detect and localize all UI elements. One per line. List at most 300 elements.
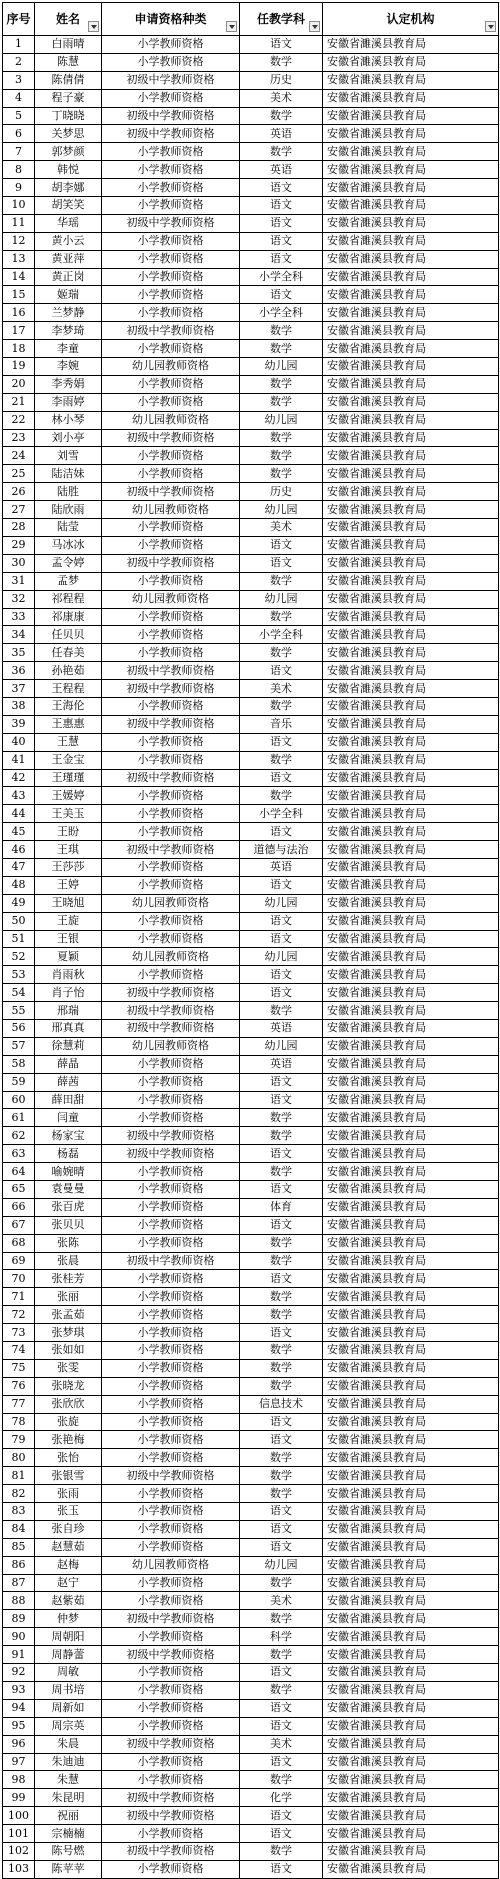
cell-institution[interactable]: 安徽省濉溪县教育局 (323, 1860, 499, 1878)
cell-name[interactable]: 王莎莎 (35, 858, 102, 876)
cell-subject[interactable]: 化学 (240, 1789, 323, 1807)
cell-serial-no[interactable]: 91 (3, 1646, 35, 1664)
cell-institution[interactable]: 安徽省濉溪县教育局 (323, 876, 499, 894)
cell-name[interactable]: 周敏 (35, 1664, 102, 1682)
cell-subject[interactable]: 语文 (240, 769, 323, 787)
cell-institution[interactable]: 安徽省濉溪县教育局 (323, 626, 499, 644)
cell-name[interactable]: 宗楠楠 (35, 1825, 102, 1843)
cell-qualification-type[interactable]: 小学教师资格 (102, 1413, 240, 1431)
cell-subject[interactable]: 幼儿园 (240, 411, 323, 429)
cell-serial-no[interactable]: 73 (3, 1324, 35, 1342)
cell-name[interactable]: 张陈 (35, 1234, 102, 1252)
cell-subject[interactable]: 小学全科 (240, 268, 323, 286)
cell-subject[interactable]: 语文 (240, 1860, 323, 1878)
cell-qualification-type[interactable]: 幼儿园教师资格 (102, 1037, 240, 1055)
cell-institution[interactable]: 安徽省濉溪县教育局 (323, 1431, 499, 1449)
cell-subject[interactable]: 语文 (240, 214, 323, 232)
cell-subject[interactable]: 数学 (240, 1485, 323, 1503)
cell-qualification-type[interactable]: 初级中学教师资格 (102, 1735, 240, 1753)
cell-serial-no[interactable]: 13 (3, 250, 35, 268)
cell-institution[interactable]: 安徽省濉溪县教育局 (323, 1753, 499, 1771)
cell-qualification-type[interactable]: 小学教师资格 (102, 1288, 240, 1306)
cell-serial-no[interactable]: 8 (3, 161, 35, 179)
cell-name[interactable]: 王金宝 (35, 751, 102, 769)
cell-qualification-type[interactable]: 小学教师资格 (102, 697, 240, 715)
cell-subject[interactable]: 语文 (240, 662, 323, 680)
cell-institution[interactable]: 安徽省濉溪县教育局 (323, 751, 499, 769)
cell-institution[interactable]: 安徽省濉溪县教育局 (323, 1359, 499, 1377)
cell-serial-no[interactable]: 82 (3, 1485, 35, 1503)
cell-institution[interactable]: 安徽省濉溪县教育局 (323, 1503, 499, 1521)
cell-qualification-type[interactable]: 小学教师资格 (102, 447, 240, 465)
cell-name[interactable]: 祁程程 (35, 590, 102, 608)
cell-subject[interactable]: 幼儿园 (240, 1556, 323, 1574)
cell-qualification-type[interactable]: 初级中学教师资格 (102, 429, 240, 447)
cell-institution[interactable]: 安徽省濉溪县教育局 (323, 1270, 499, 1288)
cell-institution[interactable]: 安徽省濉溪县教育局 (323, 572, 499, 590)
cell-subject[interactable]: 英语 (240, 125, 323, 143)
cell-name[interactable]: 肖雨秋 (35, 966, 102, 984)
cell-subject[interactable]: 语文 (240, 1431, 323, 1449)
cell-qualification-type[interactable]: 幼儿园教师资格 (102, 501, 240, 519)
cell-serial-no[interactable]: 98 (3, 1771, 35, 1789)
cell-qualification-type[interactable]: 小学教师资格 (102, 375, 240, 393)
cell-subject[interactable]: 语文 (240, 250, 323, 268)
cell-qualification-type[interactable]: 小学教师资格 (102, 1771, 240, 1789)
cell-serial-no[interactable]: 26 (3, 483, 35, 501)
cell-name[interactable]: 喻婉晴 (35, 1163, 102, 1181)
cell-qualification-type[interactable]: 小学教师资格 (102, 876, 240, 894)
cell-serial-no[interactable]: 48 (3, 876, 35, 894)
cell-qualification-type[interactable]: 初级中学教师资格 (102, 1145, 240, 1163)
cell-institution[interactable]: 安徽省濉溪县教育局 (323, 197, 499, 215)
cell-serial-no[interactable]: 64 (3, 1163, 35, 1181)
cell-institution[interactable]: 安徽省濉溪县教育局 (323, 1646, 499, 1664)
cell-subject[interactable]: 数学 (240, 1681, 323, 1699)
cell-name[interactable]: 刘小亭 (35, 429, 102, 447)
cell-serial-no[interactable]: 83 (3, 1503, 35, 1521)
cell-name[interactable]: 王海伦 (35, 697, 102, 715)
cell-qualification-type[interactable]: 初级中学教师资格 (102, 1252, 240, 1270)
cell-serial-no[interactable]: 47 (3, 858, 35, 876)
cell-subject[interactable]: 数学 (240, 787, 323, 805)
cell-name[interactable]: 王惠惠 (35, 715, 102, 733)
cell-name[interactable]: 徐慧莉 (35, 1037, 102, 1055)
cell-subject[interactable]: 数学 (240, 1377, 323, 1395)
cell-serial-no[interactable]: 94 (3, 1699, 35, 1717)
cell-serial-no[interactable]: 77 (3, 1395, 35, 1413)
cell-subject[interactable]: 语文 (240, 1324, 323, 1342)
cell-serial-no[interactable]: 87 (3, 1574, 35, 1592)
cell-institution[interactable]: 安徽省濉溪县教育局 (323, 554, 499, 572)
cell-subject[interactable]: 数学 (240, 1252, 323, 1270)
cell-qualification-type[interactable]: 幼儿园教师资格 (102, 948, 240, 966)
cell-qualification-type[interactable]: 初级中学教师资格 (102, 1646, 240, 1664)
cell-subject[interactable]: 英语 (240, 858, 323, 876)
cell-name[interactable]: 陈慧 (35, 53, 102, 71)
filter-dropdown-icon[interactable] (226, 21, 237, 32)
cell-subject[interactable]: 语文 (240, 1825, 323, 1843)
cell-qualification-type[interactable]: 小学教师资格 (102, 143, 240, 161)
cell-institution[interactable]: 安徽省濉溪县教育局 (323, 608, 499, 626)
cell-name[interactable]: 陆胜 (35, 483, 102, 501)
cell-qualification-type[interactable]: 幼儿园教师资格 (102, 894, 240, 912)
cell-subject[interactable]: 语文 (240, 179, 323, 197)
cell-institution[interactable]: 安徽省濉溪县教育局 (323, 1163, 499, 1181)
cell-name[interactable]: 张梦琪 (35, 1324, 102, 1342)
cell-name[interactable]: 程子豪 (35, 89, 102, 107)
cell-institution[interactable]: 安徽省濉溪县教育局 (323, 179, 499, 197)
cell-serial-no[interactable]: 67 (3, 1216, 35, 1234)
cell-name[interactable]: 张晓龙 (35, 1377, 102, 1395)
cell-qualification-type[interactable]: 小学教师资格 (102, 644, 240, 662)
cell-name[interactable]: 孟梦 (35, 572, 102, 590)
cell-serial-no[interactable]: 102 (3, 1842, 35, 1860)
cell-subject[interactable]: 历史 (240, 483, 323, 501)
cell-institution[interactable]: 安徽省濉溪县教育局 (323, 948, 499, 966)
cell-institution[interactable]: 安徽省濉溪县教育局 (323, 1413, 499, 1431)
cell-serial-no[interactable]: 49 (3, 894, 35, 912)
cell-serial-no[interactable]: 6 (3, 125, 35, 143)
cell-qualification-type[interactable]: 初级中学教师资格 (102, 1842, 240, 1860)
cell-name[interactable]: 邢真真 (35, 1019, 102, 1037)
cell-institution[interactable]: 安徽省濉溪县教育局 (323, 232, 499, 250)
cell-serial-no[interactable]: 99 (3, 1789, 35, 1807)
cell-institution[interactable]: 安徽省濉溪县教育局 (323, 1449, 499, 1467)
cell-serial-no[interactable]: 10 (3, 197, 35, 215)
cell-institution[interactable]: 安徽省濉溪县教育局 (323, 823, 499, 841)
cell-name[interactable]: 薛晶 (35, 1055, 102, 1073)
cell-serial-no[interactable]: 36 (3, 662, 35, 680)
cell-qualification-type[interactable]: 小学教师资格 (102, 1520, 240, 1538)
cell-institution[interactable]: 安徽省濉溪县教育局 (323, 1485, 499, 1503)
cell-institution[interactable]: 安徽省濉溪县教育局 (323, 1789, 499, 1807)
cell-institution[interactable]: 安徽省濉溪县教育局 (323, 1664, 499, 1682)
cell-institution[interactable]: 安徽省濉溪县教育局 (323, 501, 499, 519)
cell-institution[interactable]: 安徽省濉溪县教育局 (323, 1610, 499, 1628)
cell-serial-no[interactable]: 92 (3, 1664, 35, 1682)
cell-subject[interactable]: 数学 (240, 1574, 323, 1592)
cell-name[interactable]: 任春美 (35, 644, 102, 662)
cell-subject[interactable]: 语文 (240, 1503, 323, 1521)
cell-subject[interactable]: 小学全科 (240, 626, 323, 644)
cell-serial-no[interactable]: 101 (3, 1825, 35, 1843)
cell-serial-no[interactable]: 61 (3, 1109, 35, 1127)
cell-name[interactable]: 张欣欣 (35, 1395, 102, 1413)
cell-qualification-type[interactable]: 小学教师资格 (102, 1055, 240, 1073)
cell-qualification-type[interactable]: 小学教师资格 (102, 930, 240, 948)
cell-institution[interactable]: 安徽省濉溪县教育局 (323, 1055, 499, 1073)
cell-serial-no[interactable]: 15 (3, 286, 35, 304)
cell-name[interactable]: 王瑾瑾 (35, 769, 102, 787)
cell-subject[interactable]: 语文 (240, 1664, 323, 1682)
cell-institution[interactable]: 安徽省濉溪县教育局 (323, 393, 499, 411)
cell-institution[interactable]: 安徽省濉溪县教育局 (323, 1842, 499, 1860)
cell-name[interactable]: 周新如 (35, 1699, 102, 1717)
cell-name[interactable]: 张百虎 (35, 1198, 102, 1216)
cell-subject[interactable]: 语文 (240, 733, 323, 751)
cell-serial-no[interactable]: 69 (3, 1252, 35, 1270)
cell-qualification-type[interactable]: 初级中学教师资格 (102, 214, 240, 232)
cell-name[interactable]: 黄小云 (35, 232, 102, 250)
cell-subject[interactable]: 语文 (240, 197, 323, 215)
cell-institution[interactable]: 安徽省濉溪县教育局 (323, 1127, 499, 1145)
cell-qualification-type[interactable]: 小学教师资格 (102, 1198, 240, 1216)
cell-institution[interactable]: 安徽省濉溪县教育局 (323, 1324, 499, 1342)
cell-name[interactable]: 赵宁 (35, 1574, 102, 1592)
cell-qualification-type[interactable]: 小学教师资格 (102, 1234, 240, 1252)
cell-subject[interactable]: 音乐 (240, 715, 323, 733)
cell-qualification-type[interactable]: 小学教师资格 (102, 1699, 240, 1717)
cell-serial-no[interactable]: 46 (3, 841, 35, 859)
cell-serial-no[interactable]: 75 (3, 1359, 35, 1377)
cell-institution[interactable]: 安徽省濉溪县教育局 (323, 1592, 499, 1610)
cell-serial-no[interactable]: 9 (3, 179, 35, 197)
cell-name[interactable]: 王程程 (35, 680, 102, 698)
cell-serial-no[interactable]: 37 (3, 680, 35, 698)
cell-name[interactable]: 王晓旭 (35, 894, 102, 912)
cell-qualification-type[interactable]: 幼儿园教师资格 (102, 590, 240, 608)
cell-name[interactable]: 王旋 (35, 912, 102, 930)
cell-qualification-type[interactable]: 小学教师资格 (102, 1306, 240, 1324)
cell-institution[interactable]: 安徽省濉溪县教育局 (323, 1377, 499, 1395)
cell-name[interactable]: 朱迪迪 (35, 1753, 102, 1771)
cell-subject[interactable]: 语文 (240, 1807, 323, 1825)
cell-name[interactable]: 袁曼曼 (35, 1181, 102, 1199)
cell-institution[interactable]: 安徽省濉溪县教育局 (323, 1538, 499, 1556)
cell-name[interactable]: 李梦琦 (35, 322, 102, 340)
cell-name[interactable]: 郭梦颜 (35, 143, 102, 161)
cell-serial-no[interactable]: 5 (3, 107, 35, 125)
cell-subject[interactable]: 数学 (240, 1234, 323, 1252)
cell-serial-no[interactable]: 14 (3, 268, 35, 286)
cell-subject[interactable]: 数学 (240, 1109, 323, 1127)
cell-qualification-type[interactable]: 小学教师资格 (102, 89, 240, 107)
cell-institution[interactable]: 安徽省濉溪县教育局 (323, 715, 499, 733)
cell-qualification-type[interactable]: 初级中学教师资格 (102, 1002, 240, 1020)
cell-subject[interactable]: 数学 (240, 143, 323, 161)
cell-name[interactable]: 王慧 (35, 733, 102, 751)
cell-serial-no[interactable]: 39 (3, 715, 35, 733)
cell-institution[interactable]: 安徽省濉溪县教育局 (323, 214, 499, 232)
cell-serial-no[interactable]: 68 (3, 1234, 35, 1252)
cell-qualification-type[interactable]: 初级中学教师资格 (102, 554, 240, 572)
cell-qualification-type[interactable]: 小学教师资格 (102, 1628, 240, 1646)
cell-subject[interactable]: 数学 (240, 340, 323, 358)
cell-qualification-type[interactable]: 小学教师资格 (102, 1270, 240, 1288)
cell-serial-no[interactable]: 52 (3, 948, 35, 966)
cell-subject[interactable]: 数学 (240, 1610, 323, 1628)
cell-name[interactable]: 仲梦 (35, 1610, 102, 1628)
cell-serial-no[interactable]: 17 (3, 322, 35, 340)
cell-subject[interactable]: 语文 (240, 1145, 323, 1163)
cell-subject[interactable]: 语文 (240, 1073, 323, 1091)
cell-qualification-type[interactable]: 小学教师资格 (102, 161, 240, 179)
cell-institution[interactable]: 安徽省濉溪县教育局 (323, 1234, 499, 1252)
cell-serial-no[interactable]: 32 (3, 590, 35, 608)
cell-qualification-type[interactable]: 小学教师资格 (102, 912, 240, 930)
cell-qualification-type[interactable]: 小学教师资格 (102, 1395, 240, 1413)
cell-institution[interactable]: 安徽省濉溪县教育局 (323, 89, 499, 107)
cell-subject[interactable]: 数学 (240, 53, 323, 71)
cell-qualification-type[interactable]: 小学教师资格 (102, 1592, 240, 1610)
cell-serial-no[interactable]: 74 (3, 1342, 35, 1360)
cell-qualification-type[interactable]: 小学教师资格 (102, 304, 240, 322)
cell-subject[interactable]: 数学 (240, 447, 323, 465)
cell-qualification-type[interactable]: 小学教师资格 (102, 733, 240, 751)
cell-name[interactable]: 朱晨 (35, 1735, 102, 1753)
cell-serial-no[interactable]: 28 (3, 519, 35, 537)
cell-subject[interactable]: 幼儿园 (240, 590, 323, 608)
cell-qualification-type[interactable]: 小学教师资格 (102, 1377, 240, 1395)
cell-qualification-type[interactable]: 小学教师资格 (102, 53, 240, 71)
cell-subject[interactable]: 语文 (240, 1753, 323, 1771)
cell-institution[interactable]: 安徽省濉溪县教育局 (323, 1002, 499, 1020)
cell-subject[interactable]: 数学 (240, 697, 323, 715)
cell-subject[interactable]: 语文 (240, 966, 323, 984)
cell-qualification-type[interactable]: 小学教师资格 (102, 1825, 240, 1843)
cell-qualification-type[interactable]: 初级中学教师资格 (102, 71, 240, 89)
cell-qualification-type[interactable]: 小学教师资格 (102, 626, 240, 644)
cell-institution[interactable]: 安徽省濉溪县教育局 (323, 1306, 499, 1324)
cell-subject[interactable]: 美术 (240, 1592, 323, 1610)
cell-serial-no[interactable]: 95 (3, 1717, 35, 1735)
cell-serial-no[interactable]: 27 (3, 501, 35, 519)
cell-institution[interactable]: 安徽省濉溪县教育局 (323, 1699, 499, 1717)
cell-name[interactable]: 杨家宝 (35, 1127, 102, 1145)
cell-institution[interactable]: 安徽省濉溪县教育局 (323, 662, 499, 680)
cell-institution[interactable]: 安徽省濉溪县教育局 (323, 304, 499, 322)
cell-subject[interactable]: 语文 (240, 36, 323, 54)
cell-serial-no[interactable]: 55 (3, 1002, 35, 1020)
cell-qualification-type[interactable]: 小学教师资格 (102, 1359, 240, 1377)
cell-subject[interactable]: 语文 (240, 1699, 323, 1717)
cell-serial-no[interactable]: 100 (3, 1807, 35, 1825)
cell-qualification-type[interactable]: 小学教师资格 (102, 1538, 240, 1556)
cell-institution[interactable]: 安徽省濉溪县教育局 (323, 1467, 499, 1485)
cell-institution[interactable]: 安徽省濉溪县教育局 (323, 286, 499, 304)
cell-name[interactable]: 周宗英 (35, 1717, 102, 1735)
cell-institution[interactable]: 安徽省濉溪县教育局 (323, 161, 499, 179)
cell-institution[interactable]: 安徽省濉溪县教育局 (323, 429, 499, 447)
cell-name[interactable]: 王盼 (35, 823, 102, 841)
cell-serial-no[interactable]: 54 (3, 984, 35, 1002)
cell-qualification-type[interactable]: 小学教师资格 (102, 1163, 240, 1181)
cell-serial-no[interactable]: 30 (3, 554, 35, 572)
cell-name[interactable]: 胡笑笑 (35, 197, 102, 215)
filter-dropdown-icon[interactable] (88, 21, 99, 32)
cell-name[interactable]: 赵紫茹 (35, 1592, 102, 1610)
cell-subject[interactable]: 语文 (240, 984, 323, 1002)
cell-subject[interactable]: 语文 (240, 1216, 323, 1234)
cell-institution[interactable]: 安徽省濉溪县教育局 (323, 644, 499, 662)
cell-institution[interactable]: 安徽省濉溪县教育局 (323, 1252, 499, 1270)
cell-name[interactable]: 张如如 (35, 1342, 102, 1360)
cell-name[interactable]: 孙艳茹 (35, 662, 102, 680)
cell-qualification-type[interactable]: 初级中学教师资格 (102, 1610, 240, 1628)
cell-qualification-type[interactable]: 小学教师资格 (102, 393, 240, 411)
cell-institution[interactable]: 安徽省濉溪县教育局 (323, 1735, 499, 1753)
cell-subject[interactable]: 数学 (240, 1771, 323, 1789)
cell-institution[interactable]: 安徽省濉溪县教育局 (323, 1717, 499, 1735)
cell-institution[interactable]: 安徽省濉溪县教育局 (323, 966, 499, 984)
cell-qualification-type[interactable]: 小学教师资格 (102, 751, 240, 769)
cell-subject[interactable]: 信息技术 (240, 1395, 323, 1413)
cell-serial-no[interactable]: 20 (3, 375, 35, 393)
cell-qualification-type[interactable]: 小学教师资格 (102, 250, 240, 268)
cell-serial-no[interactable]: 72 (3, 1306, 35, 1324)
cell-subject[interactable]: 数学 (240, 322, 323, 340)
cell-name[interactable]: 韩悦 (35, 161, 102, 179)
cell-serial-no[interactable]: 76 (3, 1377, 35, 1395)
cell-subject[interactable]: 数学 (240, 1127, 323, 1145)
cell-qualification-type[interactable]: 初级中学教师资格 (102, 1019, 240, 1037)
cell-institution[interactable]: 安徽省濉溪县教育局 (323, 447, 499, 465)
cell-name[interactable]: 邢瑞 (35, 1002, 102, 1020)
cell-qualification-type[interactable]: 小学教师资格 (102, 1574, 240, 1592)
cell-serial-no[interactable]: 71 (3, 1288, 35, 1306)
cell-subject[interactable]: 数学 (240, 751, 323, 769)
cell-subject[interactable]: 数学 (240, 608, 323, 626)
cell-subject[interactable]: 数学 (240, 1288, 323, 1306)
cell-serial-no[interactable]: 79 (3, 1431, 35, 1449)
cell-subject[interactable]: 幼儿园 (240, 948, 323, 966)
cell-name[interactable]: 李雨婷 (35, 393, 102, 411)
cell-institution[interactable]: 安徽省濉溪县教育局 (323, 697, 499, 715)
cell-institution[interactable]: 安徽省濉溪县教育局 (323, 733, 499, 751)
cell-qualification-type[interactable]: 小学教师资格 (102, 519, 240, 537)
filter-dropdown-icon[interactable] (485, 21, 496, 32)
cell-name[interactable]: 陆洁妹 (35, 465, 102, 483)
cell-qualification-type[interactable]: 小学教师资格 (102, 1753, 240, 1771)
cell-subject[interactable]: 小学全科 (240, 304, 323, 322)
cell-subject[interactable]: 语文 (240, 1181, 323, 1199)
cell-institution[interactable]: 安徽省濉溪县教育局 (323, 1807, 499, 1825)
cell-serial-no[interactable]: 93 (3, 1681, 35, 1699)
cell-institution[interactable]: 安徽省濉溪县教育局 (323, 894, 499, 912)
cell-subject[interactable]: 数学 (240, 393, 323, 411)
cell-qualification-type[interactable]: 小学教师资格 (102, 1324, 240, 1342)
cell-institution[interactable]: 安徽省濉溪县教育局 (323, 1395, 499, 1413)
cell-name[interactable]: 王婷 (35, 876, 102, 894)
cell-name[interactable]: 周朝阳 (35, 1628, 102, 1646)
cell-institution[interactable]: 安徽省濉溪县教育局 (323, 340, 499, 358)
cell-subject[interactable]: 数学 (240, 644, 323, 662)
cell-serial-no[interactable]: 22 (3, 411, 35, 429)
cell-institution[interactable]: 安徽省濉溪县教育局 (323, 1181, 499, 1199)
cell-qualification-type[interactable]: 小学教师资格 (102, 197, 240, 215)
cell-institution[interactable]: 安徽省濉溪县教育局 (323, 250, 499, 268)
cell-institution[interactable]: 安徽省濉溪县教育局 (323, 36, 499, 54)
cell-serial-no[interactable]: 103 (3, 1860, 35, 1878)
cell-serial-no[interactable]: 88 (3, 1592, 35, 1610)
cell-institution[interactable]: 安徽省濉溪县教育局 (323, 519, 499, 537)
cell-qualification-type[interactable]: 初级中学教师资格 (102, 1467, 240, 1485)
cell-institution[interactable]: 安徽省濉溪县教育局 (323, 1825, 499, 1843)
cell-name[interactable]: 朱昆明 (35, 1789, 102, 1807)
cell-qualification-type[interactable]: 小学教师资格 (102, 1503, 240, 1521)
cell-name[interactable]: 祁康康 (35, 608, 102, 626)
cell-name[interactable]: 兰梦静 (35, 304, 102, 322)
cell-institution[interactable]: 安徽省濉溪县教育局 (323, 1198, 499, 1216)
cell-name[interactable]: 闫童 (35, 1109, 102, 1127)
cell-name[interactable]: 张银雪 (35, 1467, 102, 1485)
cell-institution[interactable]: 安徽省濉溪县教育局 (323, 769, 499, 787)
cell-subject[interactable]: 语文 (240, 1413, 323, 1431)
cell-subject[interactable]: 语文 (240, 1538, 323, 1556)
cell-serial-no[interactable]: 11 (3, 214, 35, 232)
cell-serial-no[interactable]: 40 (3, 733, 35, 751)
